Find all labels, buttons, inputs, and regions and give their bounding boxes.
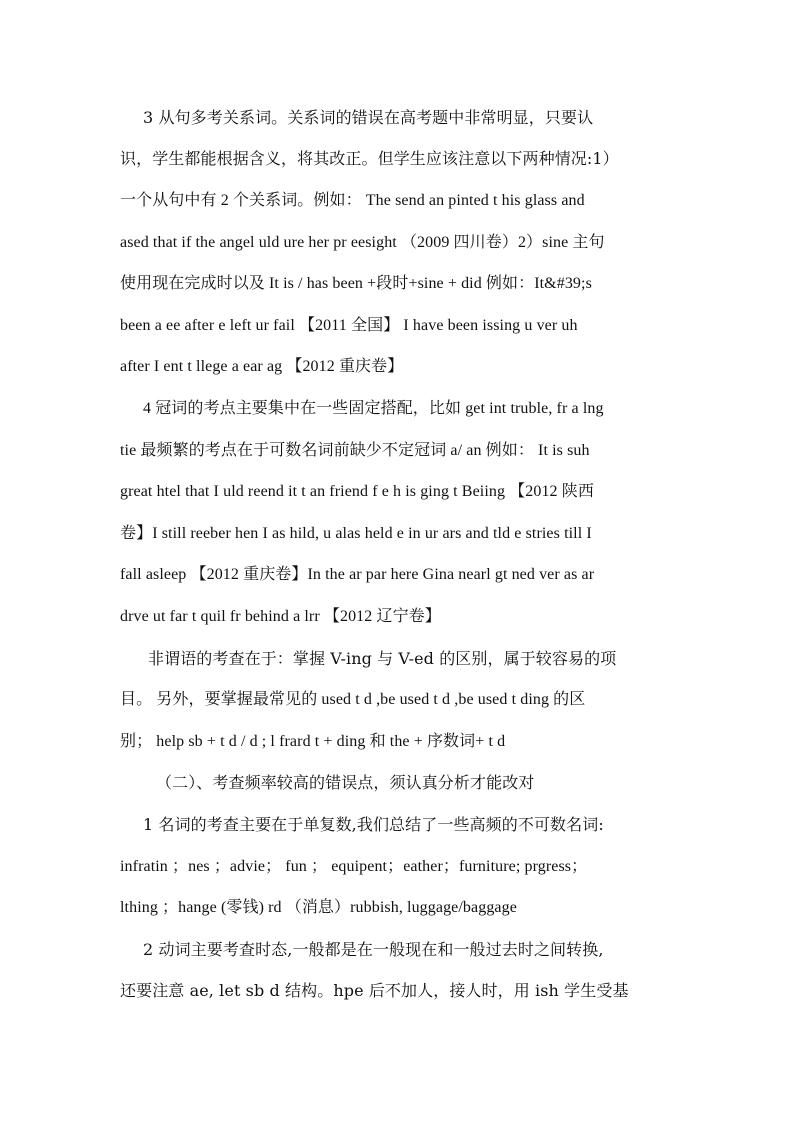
paragraph-nouns-line-3: lthing ；hange (零钱) rd （消息）rubbish, luggage/baggage [120,899,517,916]
paragraph-3-line-3: 一个从句中有 2 个关系词。例如： The send an pinted t his glass and [120,192,585,209]
paragraph-4-line-3: great htel that I uld reend it t an friend f e h is ging t Beiing 【2012 陕西 [120,483,594,500]
paragraph-4-line-5: fall asleep 【2012 重庆卷】In the ar par here Gina nearl gt ned ver as ar [120,566,595,583]
paragraph-4-line-1: 4 冠词的考点主要集中在一些固定搭配，比如 get int truble, fr a lng [143,400,604,417]
paragraph-4-line-6: drve ut far t quil fr behind a lrr 【2012 辽宁卷】 [120,608,441,625]
paragraph-3-line-4: ased that if the angel uld ure her pr eesight （2009 四川卷）2）sine 主句 [120,234,605,251]
paragraph-verbs-line-2: 还要注意 ae, let sb d 结构。hpe 后不加人，接人时，用 ish 学生受基 [120,981,629,1000]
paragraph-nonfinite-line-3: 别； help sb + t d / d ; l frard t + ding 和 the + 序数词+ t d [120,733,506,750]
paragraph-3-line-1: 3 从句多考关系词。关系词的错误在高考题中非常明显，只要认 [143,108,594,127]
paragraph-verbs-line-1: 2 动词主要考查时态,一般都是在一般现在和一般过去时之间转换, [143,940,604,959]
paragraph-nonfinite-line-2: 目。 另外，要掌握最常见的 used t d ,be used t d ,be used t ding 的区 [120,691,586,708]
paragraph-3-line-2: 识，学生都能根据含义，将其改正。但学生应该注意以下两种情况:1） [120,149,619,168]
paragraph-4-line-2: tie 最频繁的考点在于可数名词前缺少不定冠词 a/ an 例如： It is suh [120,442,590,459]
paragraph-4-line-4: 卷】I still reeber hen I as hild, u alas held e in ur ars and tld e stries till I [120,525,592,542]
paragraph-3-line-7: after I ent t llege a ear ag 【2012 重庆卷】 [120,358,404,375]
paragraph-nouns-line-2: infratin ；nes ；advie； fun ； equipent；eather；furniture; prgress； [120,858,588,875]
paragraph-nonfinite-line-1: 非谓语的考查在于：掌握 V-ing 与 V-ed 的区别，属于较容易的项 [148,649,617,668]
paragraph-3-line-5: 使用现在完成时以及 It is / has been +段时+sine + did 例如：It&#39;s [120,275,592,292]
section-heading: （二）、考查频率较高的错误点，须认真分析才能改对 [156,773,535,792]
paragraph-3-line-6: been a ee after e left ur fail 【2011 全国】 I have been issing u ver uh [120,317,578,334]
paragraph-nouns-line-1: 1 名词的考查主要在于单复数,我们总结了一些高频的不可数名词: [143,815,604,834]
